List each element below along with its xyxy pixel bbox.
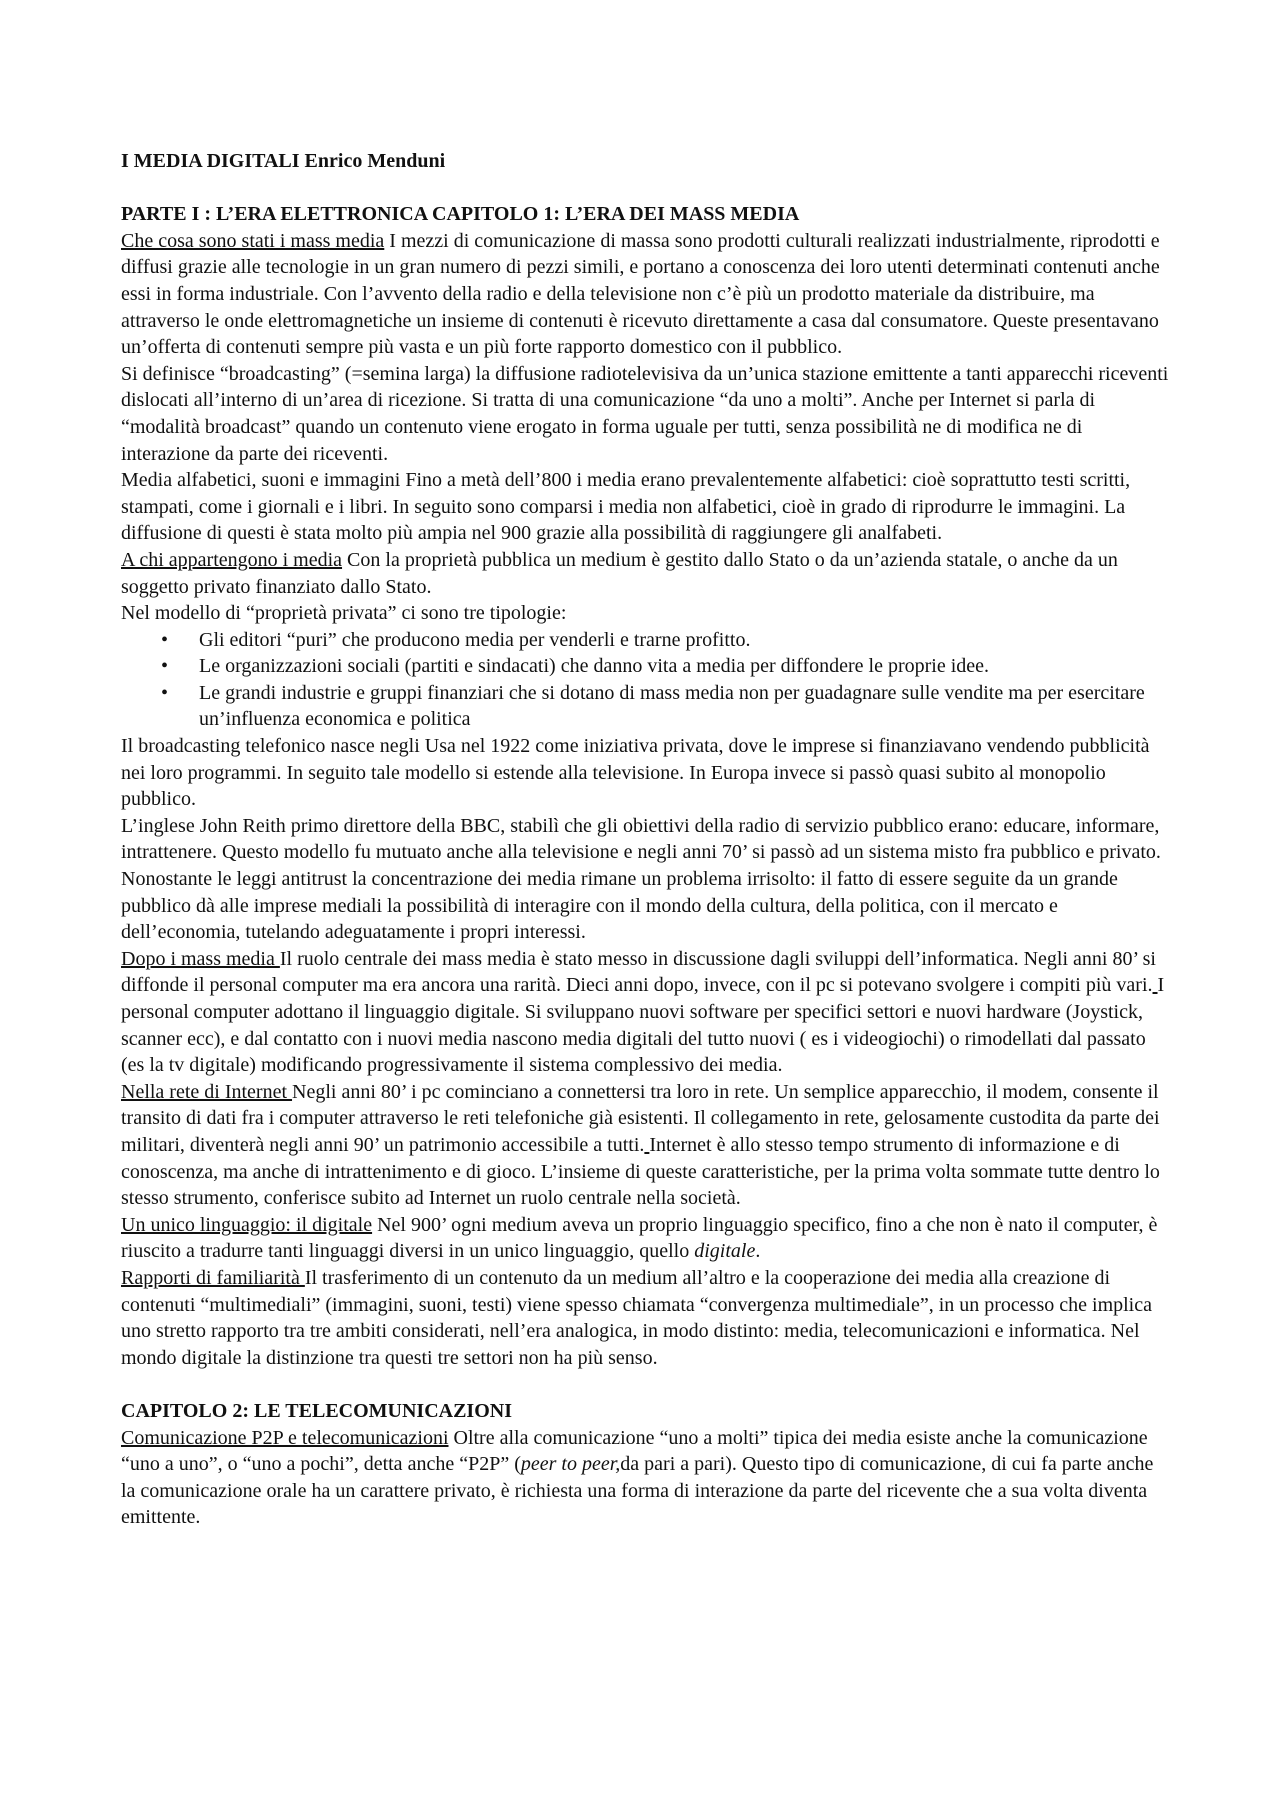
- list-item: [161, 680, 1171, 733]
- bullet-list: [121, 627, 1171, 733]
- paragraph-media-alfabetici: Media alfabetici, suoni e immagini Fino a metà dell’800 i media erano prevalentemente alfabetici: cioè soprattutto testi scritti, stampati, come i giornali e i libri. In seguito sono comparsi i media non alfabetici, cioè in grado di riprodurre le immagini. La diffusione di questi è stata molto più ampia nel 900 grazie alla possibilità di raggiungere gli analfabeti.: [121, 469, 1131, 545]
- paragraph-title: Dopo i mass media: [121, 947, 280, 970]
- paragraph-text: .: [755, 1240, 761, 1263]
- paragraph-proprieta-privata: Nel modello di “proprietà privata” ci sono tre tipologie:: [121, 602, 567, 625]
- paragraph-text: Negli anni 80’ i pc cominciano a connettersi tra loro in rete. Un semplice apparecchio, il modem, consente il transito di dati fra i computer attraverso le reti telefoniche già esistenti. Il collegamento in rete, gelosamente custodita da parte dei militari, diventerà negli anni 90’ un patrimonio accessibile a tutti.: [121, 1080, 1160, 1156]
- bullet-icon: •: [161, 628, 169, 651]
- list-item-text: Le organizzazioni sociali (partiti e sindacati) che danno vita a media per diffondere le proprie idee.: [199, 655, 990, 678]
- list-item: [161, 653, 1171, 680]
- paragraph-title: Nella rete di Internet: [121, 1080, 293, 1103]
- paragraph-proprieta: [121, 547, 1171, 600]
- bullet-icon: •: [161, 655, 169, 678]
- paragraph-text: Il trasferimento di un contenuto da un medium all’altro e la cooperazione dei media alla creazione di contenuti “multimediali” (immagini, suoni, testi) viene spesso chiamata “convergenza multimediale”, in un processo che implica uno stretto rapporto tra tre ambiti considerati, nell’era analogica, in modo distinto: media, telecomunicazioni e informatica. Nel mondo digitale la distinzione tra questi tre settori non ha più senso.: [121, 1266, 1152, 1369]
- italic-term: peer to peer,: [520, 1453, 621, 1476]
- paragraph-text: Il ruolo centrale dei mass media è stato messo in discussione dagli sviluppi dell’informatica. Negli anni 80’ si diffonde il personal computer ma era ancora una rarità. Dieci anni dopo, invece, con il pc si potevano svolgere i compiti più vari.: [121, 947, 1156, 997]
- paragraph-title: Rapporti di familiarità: [121, 1266, 305, 1289]
- paragraph-text: Oltre alla comunicazione “uno a molti” tipica dei media esiste anche la comunicazione “uno a uno”, o “uno a pochi”, detta anche “P2P” (: [121, 1426, 1148, 1476]
- paragraph-title: A chi appartengono i media: [121, 548, 343, 571]
- document-title: I MEDIA DIGITALI Enrico Menduni: [121, 150, 446, 172]
- list-item-text: Le grandi industrie e gruppi finanziari che si dotano di mass media non per guadagnare sulle vendite ma per esercitare un’influenza economica e politica: [199, 681, 1145, 731]
- paragraph-linguaggio-digitale: [121, 1212, 1171, 1265]
- paragraph-text: I personal computer adottano il linguaggio digitale. Si sviluppano nuovi software per specifici settori e nuovi hardware (Joystick, scanner ecc), e dal contatto con i nuovi media nascono media digitali del tutto nuovi ( es i videogiochi) o rimodellati dal passato (es la tv digitale) modificando progressivamente il sistema complessivo dei media.: [121, 974, 1165, 1077]
- paragraph-familiarita: [121, 1265, 1171, 1371]
- paragraph-broadcasting-usa: Il broadcasting telefonico nasce negli Usa nel 1922 come iniziativa privata, dove le imprese si finanziavano vendendo pubblicità nei loro programmi. In seguito tale modello si estende alla televisione. In Europa invece si passò quasi subito al monopolio pubblico.: [121, 735, 1150, 811]
- paragraph-bbc: L’inglese John Reith primo direttore della BBC, stabilì che gli obiettivi della radio di servizio pubblico erano: educare, informare, intrattenere. Questo modello fu mutuato anche alla televisione e negli anni 70’ si passò ad un sistema misto fra pubblico e privato.: [121, 814, 1161, 864]
- document-page: [121, 148, 1171, 1531]
- paragraph-text: Nel 900’ ogni medium aveva un proprio linguaggio specifico, fino a che non è nato il computer, è riuscito a tradurre tanti linguaggi diversi in un unico linguaggio, quello: [121, 1213, 1158, 1263]
- paragraph-mass-media: [121, 228, 1171, 361]
- paragraph-broadcasting: Si definisce “broadcasting” (=semina larga) la diffusione radiotelevisiva da un’unica stazione emittente a tanti apparecchi riceventi dislocati all’interno di un’area di ricezione. Si tratta di una comunicazione “da uno a molti”. Anche per Internet si parla di “modalità broadcast” quando un contenuto viene erogato in forma uguale per tutti, senza possibilità ne di modifica ne di interazione da parte dei riceventi.: [121, 362, 1169, 465]
- paragraph-text: I mezzi di comunicazione di massa sono prodotti culturali realizzati industrialmente, riprodotti e diffusi grazie alle tecnologie in un gran numero di pezzi simili, e portano a conoscenza dei loro utenti determinati contenuti anche essi in forma industriale. Con l’avvento della radio e della televisione non c’è più un prodotto materiale da distribuire, ma attraverso le onde elettromagnetiche un insieme di contenuti è ricevuto direttamente a casa dal consumatore. Queste presentavano un’offerta di contenuti sempre più vasta e un più forte rapporto domestico con il pubblico.: [121, 229, 1160, 359]
- chapter2-heading: CAPITOLO 2: LE TELECOMUNICAZIONI: [121, 1399, 512, 1422]
- paragraph-dopo-mass-media: [121, 946, 1171, 1079]
- paragraph-text: da pari a pari). Questo tipo di comunicazione, di cui fa parte anche la comunicazione orale ha un carattere privato, è richiesta una forma di interazione da parte del ricevente che a sua volta diventa emittente.: [121, 1453, 1154, 1529]
- list-item: [161, 627, 1171, 654]
- paragraph-text: Con la proprietà pubblica un medium è gestito dallo Stato o da un’azienda statale, o anche da un soggetto privato finanziato dallo Stato.: [121, 548, 1118, 598]
- italic-term: digitale: [694, 1240, 756, 1263]
- list-item-text: Gli editori “puri” che producono media per venderli e trarne profitto.: [199, 628, 751, 651]
- paragraph-title: Comunicazione P2P e telecomunicazioni: [121, 1426, 449, 1449]
- bullet-icon: •: [161, 681, 169, 704]
- paragraph-p2p: [121, 1425, 1171, 1531]
- paragraph-title: Che cosa sono stati i mass media: [121, 229, 385, 252]
- paragraph-rete-internet: [121, 1079, 1171, 1212]
- paragraph-text: Internet è allo stesso tempo strumento di informazione e di conoscenza, ma anche di intrattenimento e di gioco. L’insieme di queste caratteristiche, per la prima volta sommate tutte dentro lo stesso strumento, conferisce subito ad Internet un ruolo centrale nella società.: [121, 1133, 1160, 1210]
- part1-heading: PARTE I : L’ERA ELETTRONICA CAPITOLO 1: L’ERA DEI MASS MEDIA: [121, 203, 800, 226]
- paragraph-title: Un unico linguaggio: il digitale: [121, 1213, 373, 1236]
- paragraph-antitrust: Nonostante le leggi antitrust la concentrazione dei media rimane un problema irrisolto: il fatto di essere seguite da un grande pubblico dà alle imprese mediali la possibilità di interagire con il mondo della cultura, della politica, con il mercato e dell’economia, tutelando adeguatamente i propri interessi.: [121, 868, 1118, 944]
